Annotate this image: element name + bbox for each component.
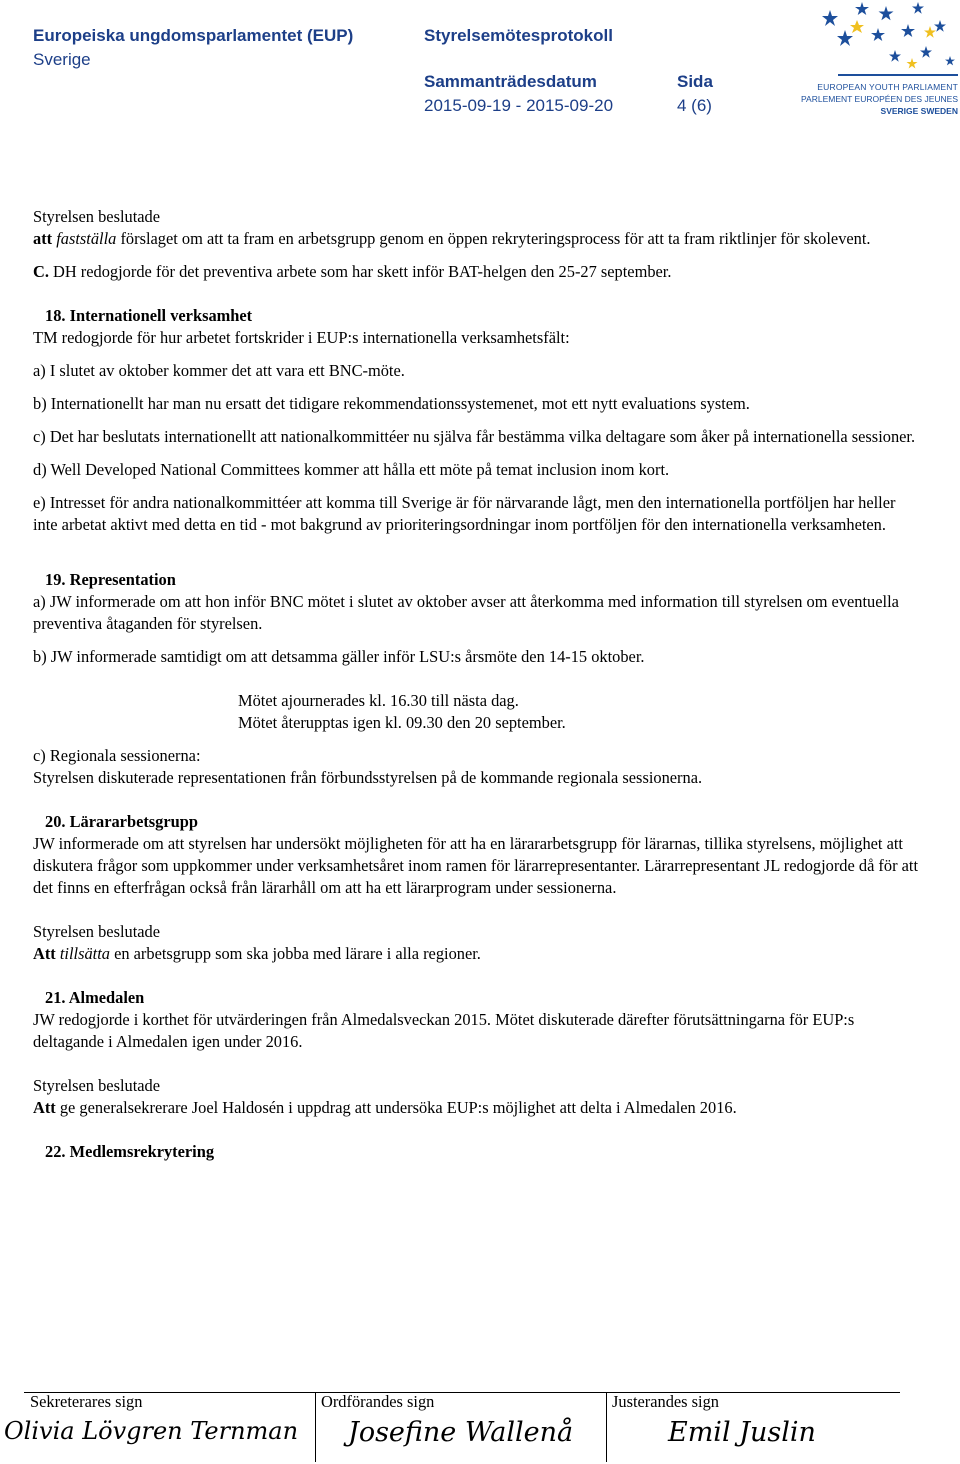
section-21-text: JW redogjorde i korthet för utvärderingen från Almedalsveckan 2015. Mötet diskuterade därefter förutsättningarna för EUP:s deltagande i Almedalen igen under 2016. [33,1010,855,1051]
org-country: Sverige [33,50,91,69]
section-18-heading: 18. Internationell verksamhet [45,306,253,325]
secretary-signature: Olivia Lövgren Ternman [4,1417,299,1445]
decision-text: att fastställa förslaget om att ta fram en arbetsgrupp genom en öppen rekryteringsprocess för att ta fram riktlinjer för skolevent. [33,229,871,248]
decision-label: Styrelsen beslutade [33,207,160,226]
adjourn-note: Mötet ajournerades kl. 16.30 till nästa dag. [238,691,519,710]
logo-text-line3: SVERIGE SWEDEN [880,106,958,116]
document-type: Styrelsemötesprotokoll [424,26,613,45]
section-18-a: a) I slutet av oktober kommer det att vara ett BNC-möte. [33,361,405,380]
logo-text-line1: EUROPEAN YOUTH PARLIAMENT [817,82,958,92]
adjuster-sign-label: Justerandes sign [612,1392,719,1411]
meeting-date-label: Sammanträdesdatum [424,72,597,91]
section-20-heading: 20. Lärararbetsgrupp [45,812,198,831]
section-19-a: a) JW informerade om att hon inför BNC mötet i slutet av oktober avser att återkomma med information till styrelsen om eventuella preventiva åtaganden för styrelsen. [33,592,899,633]
page-label: Sida [677,72,713,91]
org-name: Europeiska ungdomsparlamentet (EUP) [33,26,354,45]
chair-signature: Josefine Wallenå [348,1417,574,1448]
section-21-decision-label: Styrelsen beslutade [33,1076,160,1095]
signature-divider-1 [315,1392,316,1462]
section-18-intro: TM redogjorde för hur arbetet fortskrider i EUP:s internationella verksamhetsfält: [33,328,570,347]
resume-note: Mötet återupptas igen kl. 09.30 den 20 september. [238,713,566,732]
section-20-decision-label: Styrelsen beslutade [33,922,160,941]
section-19-c-label: c) Regionala sessionerna: [33,746,201,765]
section-20-decision-text: Att tillsätta en arbetsgrupp som ska jobba med lärare i alla regioner. [33,944,481,963]
minutes-body [33,206,923,1163]
signature-divider-2 [606,1392,607,1462]
logo-text-line2: PARLEMENT EUROPÉEN DES JEUNES [801,94,958,104]
adjuster-signature: Emil Juslin [668,1417,816,1448]
section-20-text: JW informerade om att styrelsen har undersökt möjligheten för att ha en lärararbetsgrupp för lärarnas, tillika styrelsens, möjlighet att diskutera frågor som uppkommer under verksamhetsåret inom ramen för lärarrepresentanter. Lärarrepresentant JL redogjorde då för att det finns en efterfrågan också från lärarhåll om att ha ett lärarprogram under sessionerna. [33,834,919,897]
section-18-b: b) Internationellt har man nu ersatt det tidigare rekommendationssystemenet, mot ett nytt evaluations system. [33,394,750,413]
page-number: 4 (6) [677,96,712,115]
chair-sign-label: Ordförandes sign [321,1392,435,1411]
section-19-heading: 19. Representation [45,570,176,589]
section-21-heading: 21. Almedalen [45,988,145,1007]
section-21-decision-text: Att ge generalsekrerare Joel Haldosén i uppdrag att undersöka EUP:s möjlighet att delta i Almedalen 2016. [33,1098,737,1117]
eyp-logo [800,0,960,124]
meeting-date-value: 2015-09-19 - 2015-09-20 [424,96,614,115]
item-c: C. DH redogjorde för det preventiva arbete som har skett inför BAT-helgen den 25-27 september. [33,262,672,281]
signature-rule [24,1392,900,1393]
section-19-b: b) JW informerade samtidigt om att detsamma gäller inför LSU:s årsmöte den 14-15 oktober. [33,647,645,666]
eyp-logo-stars [800,0,960,80]
section-19-c-text: Styrelsen diskuterade representationen från förbundsstyrelsen på de kommande regionala sessionerna. [33,768,703,787]
section-18-e: e) Intresset för andra nationalkommittéer att komma till Sverige är för närvarande lågt, men den internationella portföljen har heller inte arbetat aktivt med detta en tid - mot bakgrund av prioriteringsordningar inom portföljen för den internationella verksamheten. [33,493,896,534]
section-18-c: c) Det har beslutats internationellt att nationalkommittéer nu själva får bestämma vilka deltagare som åker på internationella sessioner. [33,427,916,446]
secretary-sign-label: Sekreterares sign [30,1392,143,1411]
section-22-heading: 22. Medlemsrekrytering [45,1142,215,1161]
section-18-d: d) Well Developed National Committees kommer att hålla ett möte på temat inclusion inom kort. [33,460,670,479]
